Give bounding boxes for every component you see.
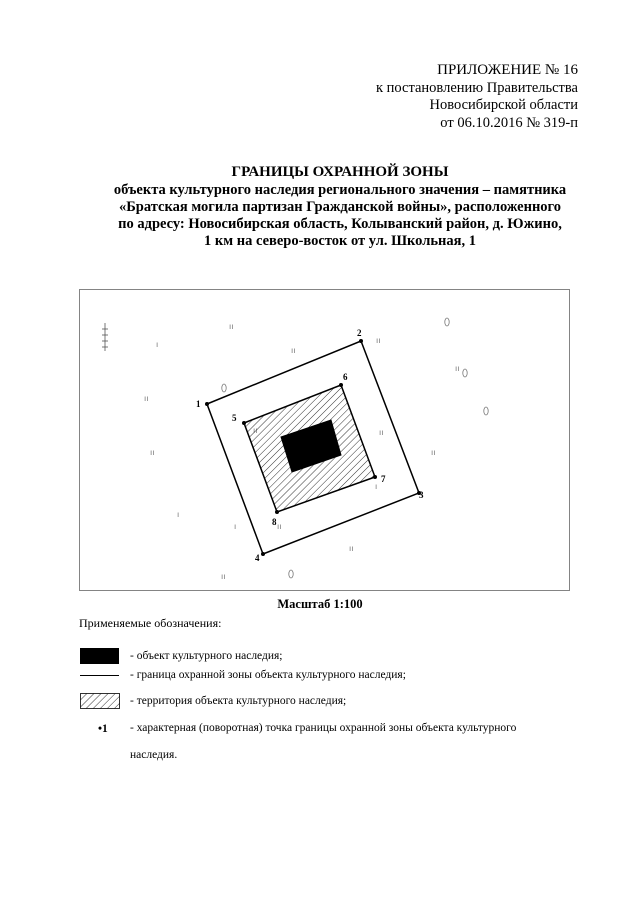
legend-object-icon <box>80 648 119 664</box>
point-label-6: 6 <box>343 372 348 382</box>
grass-mark: ıı <box>376 336 381 345</box>
title-line1: объекта культурного наследия регионального значения – памятника <box>113 182 567 198</box>
legend-boundary-line-icon <box>80 675 119 676</box>
legend-hatch-icon <box>80 693 120 709</box>
legend-boundary-text: - граница охранной зоны объекта культурного наследия; <box>130 669 406 681</box>
point-label-4: 4 <box>255 553 260 563</box>
appendix-line2: к постановлению Правительства <box>376 79 578 96</box>
grass-mark: ı <box>375 482 378 491</box>
grass-mark: ıı <box>431 448 436 457</box>
point-2 <box>359 339 363 343</box>
title-line4: 1 км на северо-восток от ул. Школьная, 1 <box>204 233 476 249</box>
grass-mark: ıı <box>277 522 282 531</box>
grass-mark: ıı <box>291 346 296 355</box>
grass-mark: ı <box>234 522 237 531</box>
point-8 <box>275 510 279 514</box>
point-7 <box>373 475 377 479</box>
title-line2: «Братская могила партизан Гражданской войны», расположенного <box>118 199 562 215</box>
appendix-date: от 06.10.2016 № 319-п <box>440 114 578 131</box>
title-line3: по адресу: Новосибирская область, Колыванский район, д. Южино, <box>118 216 562 232</box>
grass-mark: ıı <box>349 544 354 553</box>
appendix-number: ПРИЛОЖЕНИЕ № 16 <box>437 62 578 78</box>
legend-object-text: - объект культурного наследия; <box>130 650 283 662</box>
point-label-3: 3 <box>419 490 424 500</box>
grass-mark: ıı <box>229 322 234 331</box>
title-main: ГРАНИЦЫ ОХРАННОЙ ЗОНЫ <box>231 164 449 180</box>
legend-territory-text: - территория объекта культурного наследия; <box>130 695 347 707</box>
legend-point-text-cont: наследия. <box>130 749 178 761</box>
grass-mark: ı <box>177 510 180 519</box>
grass-mark: ıı <box>221 572 226 581</box>
point-6 <box>339 383 343 387</box>
grass-mark: ıı <box>144 394 149 403</box>
map-scale: Масштаб 1:100 <box>277 597 363 611</box>
legend-point-text: - характерная (поворотная) точка границы охранной зоны объекта культурного <box>130 722 517 734</box>
point-label-5: 5 <box>232 413 237 423</box>
legend-point-symbol: •1 <box>98 723 108 735</box>
boundary-map <box>79 289 570 591</box>
appendix-header <box>318 62 578 132</box>
point-5 <box>242 421 246 425</box>
grass-mark: ıı <box>150 448 155 457</box>
legend-heading: Применяемые обозначения: <box>79 616 222 630</box>
point-4 <box>261 552 265 556</box>
point-label-1: 1 <box>196 399 201 409</box>
point-label-8: 8 <box>272 517 277 527</box>
point-label-2: 2 <box>357 328 362 338</box>
point-label-7: 7 <box>381 474 386 484</box>
document-title <box>40 164 640 250</box>
grass-mark: ı <box>156 340 159 349</box>
appendix-line3: Новосибирской области <box>429 97 578 113</box>
grass-mark: ıı <box>379 428 384 437</box>
point-1 <box>205 402 209 406</box>
grass-mark: ıı <box>455 364 460 373</box>
